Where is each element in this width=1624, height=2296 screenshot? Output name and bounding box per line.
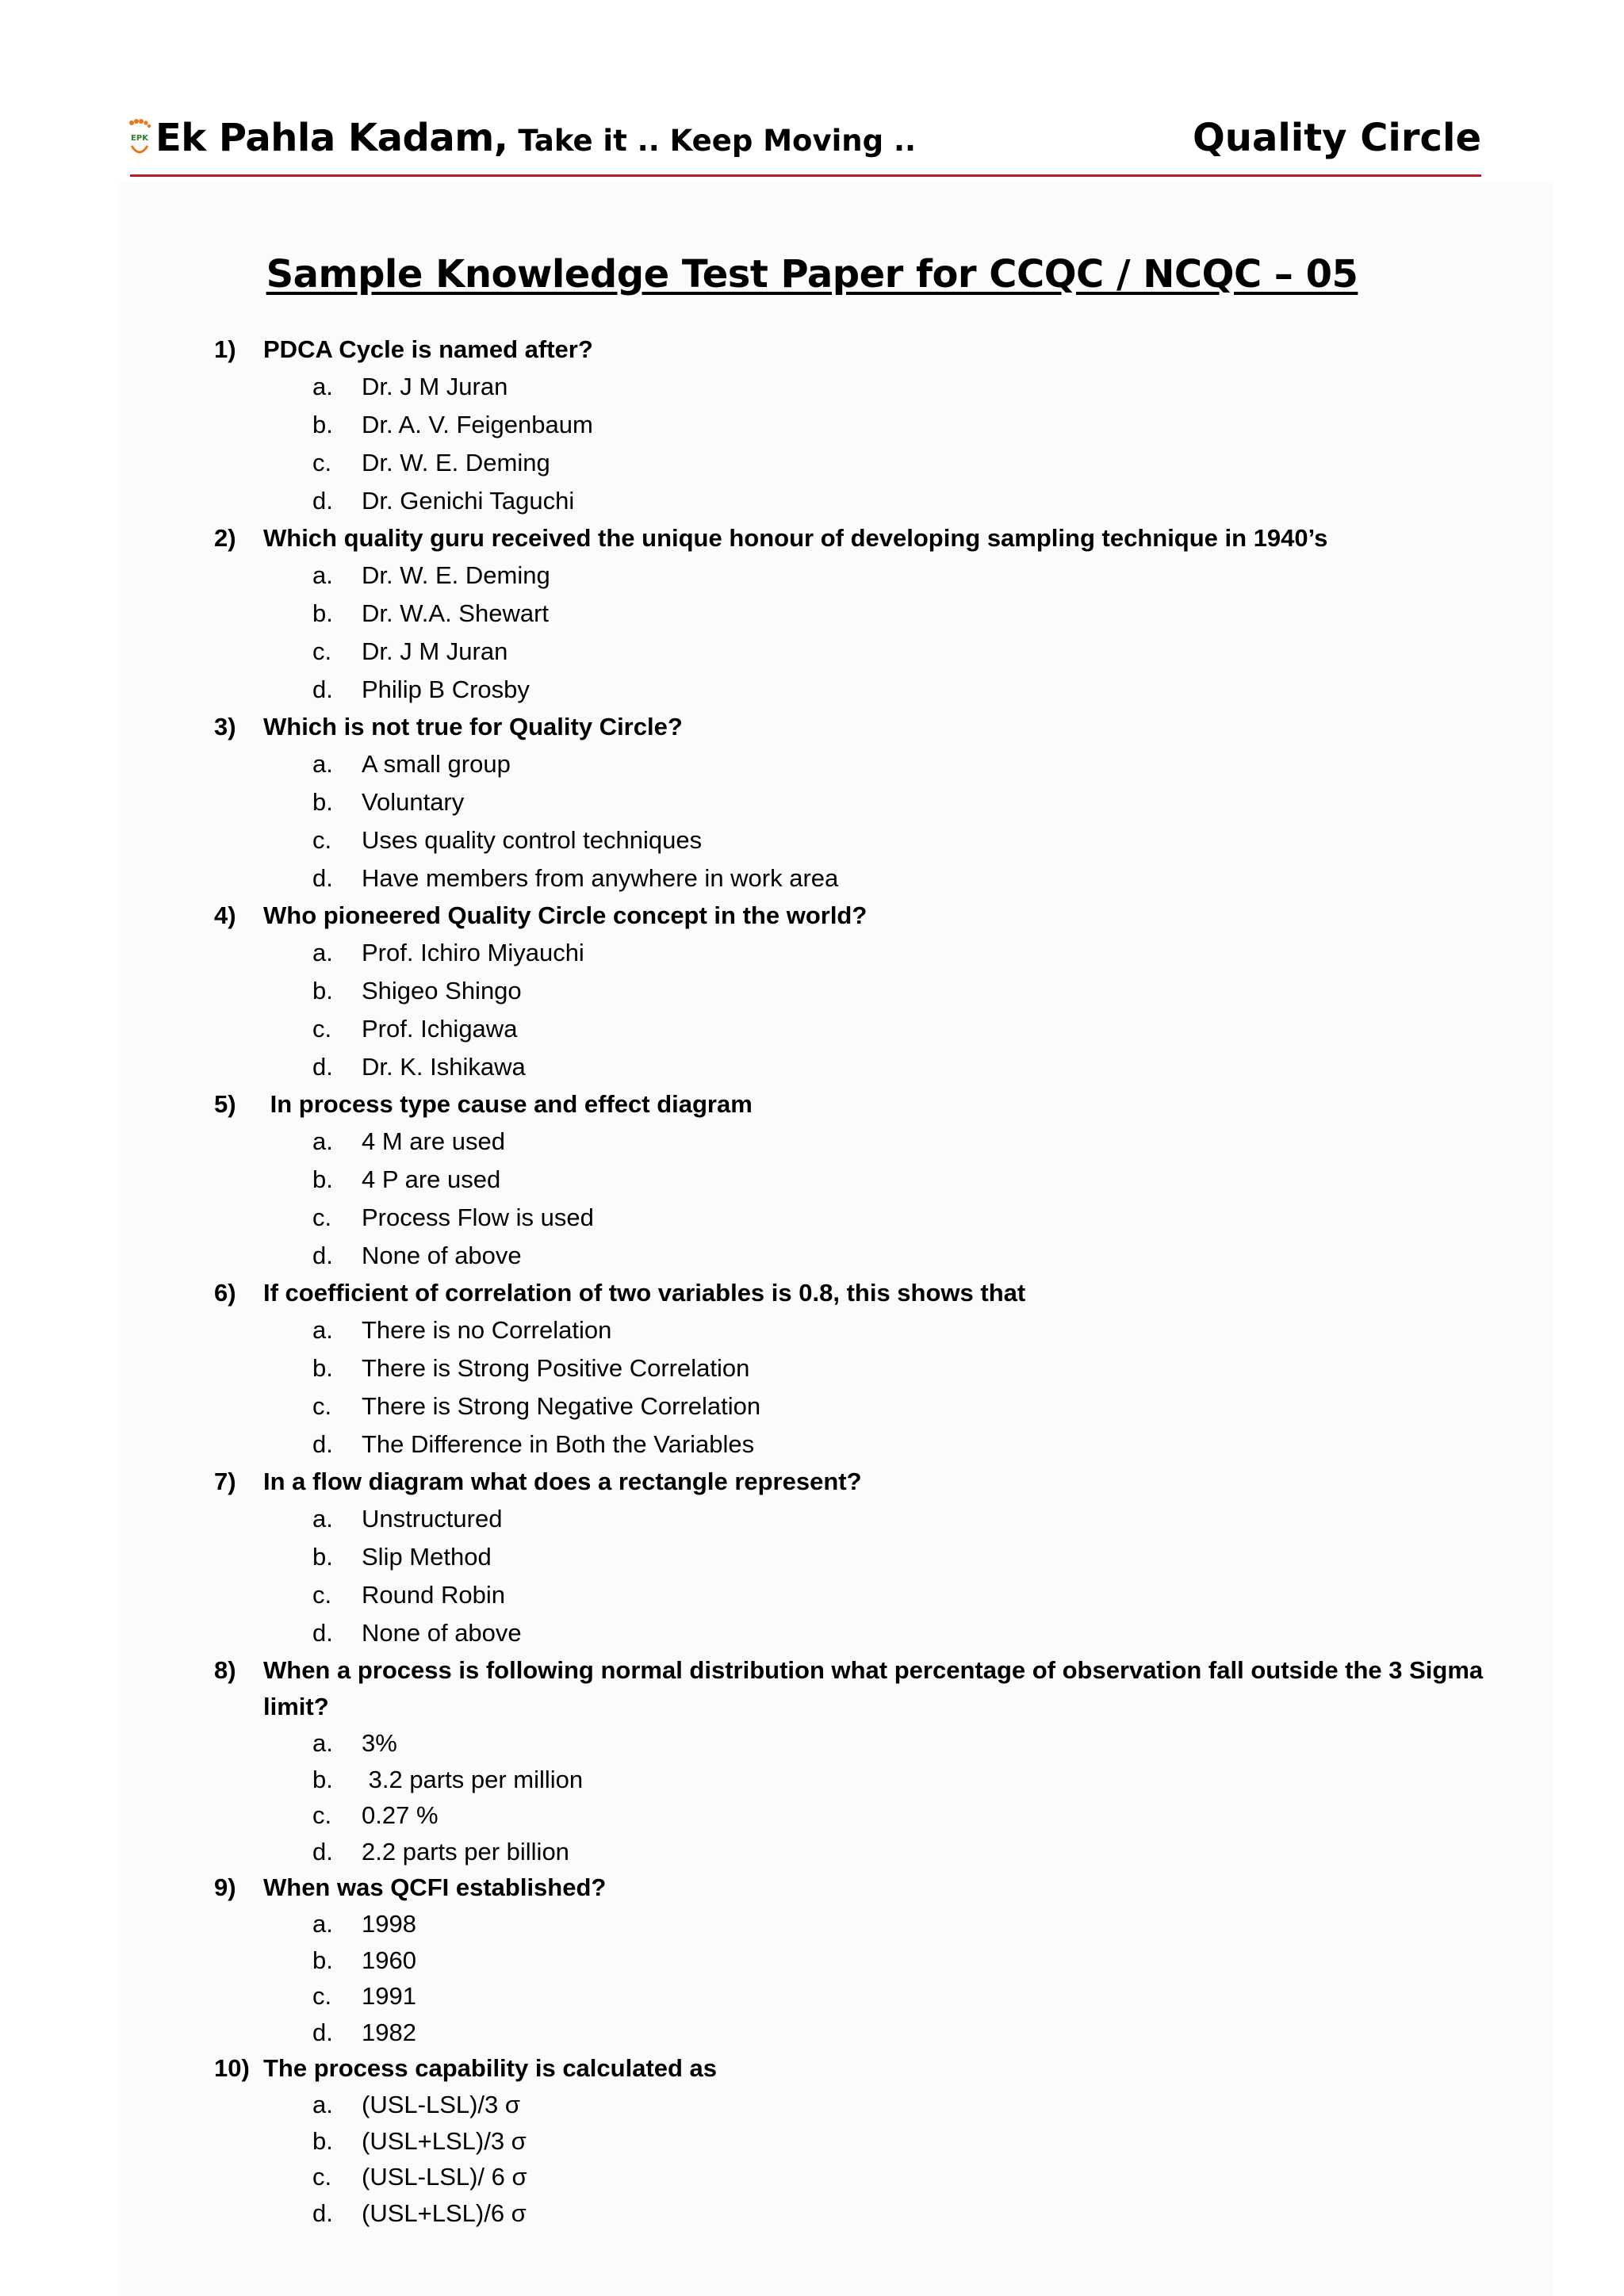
question-heading xyxy=(214,1464,1530,1500)
option-text: 1998 xyxy=(362,1910,416,1938)
option-letter: d. xyxy=(312,1837,333,1866)
question-block xyxy=(214,2050,1530,2231)
answer-option xyxy=(214,633,1530,671)
option-text: 3.2 parts per million xyxy=(362,1765,584,1793)
question-number: 10) xyxy=(214,2054,250,2082)
option-list xyxy=(214,745,1530,897)
option-text: Voluntary xyxy=(362,788,465,816)
answer-option xyxy=(214,1614,1530,1652)
option-list xyxy=(214,1725,1530,1869)
option-text: Shigeo Shingo xyxy=(362,977,522,1004)
option-letter: d. xyxy=(312,675,333,703)
question-heading xyxy=(214,520,1530,557)
answer-option xyxy=(214,1538,1530,1576)
option-letter: d. xyxy=(312,487,333,515)
answer-option xyxy=(214,1725,1530,1762)
option-letter: c. xyxy=(312,449,332,476)
option-text: A small group xyxy=(362,750,511,778)
option-letter: c. xyxy=(312,637,332,665)
option-text: (USL-LSL)/ 6 σ xyxy=(362,2163,527,2191)
question-number: 3) xyxy=(214,713,236,740)
answer-option xyxy=(214,671,1530,709)
question-block xyxy=(214,1275,1530,1464)
option-text: There is Strong Negative Correlation xyxy=(362,1392,761,1420)
option-text: Dr. K. Ishikawa xyxy=(362,1053,526,1081)
brand-tagline: Take it .. Keep Moving .. xyxy=(508,124,917,158)
option-text: (USL+LSL)/6 σ xyxy=(362,2198,527,2227)
question-text: When was QCFI established? xyxy=(263,1873,607,1901)
option-text: 4 M are used xyxy=(362,1127,505,1155)
option-letter: b. xyxy=(312,2126,333,2155)
header-right-title: Quality Circle xyxy=(1192,116,1481,160)
option-letter: b. xyxy=(312,411,333,438)
option-text: Unstructured xyxy=(362,1505,503,1533)
option-text: Philip B Crosby xyxy=(362,675,530,703)
question-text: Which quality guru received the unique honour of developing sampling technique in 1940’s xyxy=(263,524,1328,552)
answer-option xyxy=(214,859,1530,897)
svg-text:EPK: EPK xyxy=(131,134,148,143)
option-text: (USL-LSL)/3 σ xyxy=(362,2091,521,2118)
option-letter: d. xyxy=(312,1242,333,1269)
option-text: Have members from anywhere in work area xyxy=(362,864,839,892)
question-block xyxy=(214,1869,1530,2050)
option-letter: d. xyxy=(312,1053,333,1081)
answer-option xyxy=(214,1349,1530,1387)
option-letter: c. xyxy=(312,826,332,854)
option-letter: c. xyxy=(312,2163,332,2191)
option-text: 3% xyxy=(362,1729,397,1757)
option-text: 0.27 % xyxy=(362,1801,439,1829)
option-text: 1982 xyxy=(362,2018,416,2046)
question-text: Which is not true for Quality Circle? xyxy=(263,713,683,740)
option-list xyxy=(214,1311,1530,1464)
option-text: Dr. J M Juran xyxy=(362,637,508,665)
option-letter: d. xyxy=(312,2018,333,2046)
question-heading xyxy=(214,1652,1530,1725)
question-text: In process type cause and effect diagram xyxy=(263,1090,753,1118)
option-letter: d. xyxy=(312,2198,333,2227)
option-letter: a. xyxy=(312,1729,333,1757)
option-text: 4 P are used xyxy=(362,1165,501,1193)
option-letter: b. xyxy=(312,1946,333,1974)
question-text: If coefficient of correlation of two variables is 0.8, this shows that xyxy=(263,1279,1026,1307)
answer-option xyxy=(214,1500,1530,1538)
option-letter: c. xyxy=(312,1982,332,2010)
option-letter: a. xyxy=(312,939,333,966)
option-letter: a. xyxy=(312,750,333,778)
answer-option xyxy=(214,783,1530,821)
brand-heading xyxy=(155,116,916,160)
brand-name: Ek Pahla Kadam, xyxy=(155,116,508,160)
option-list xyxy=(214,557,1530,709)
question-heading xyxy=(214,709,1530,745)
option-text: Dr. Genichi Taguchi xyxy=(362,487,575,515)
question-heading xyxy=(214,897,1530,934)
option-letter: b. xyxy=(312,1165,333,1193)
option-text: The Difference in Both the Variables xyxy=(362,1430,755,1458)
question-number: 5) xyxy=(214,1090,236,1118)
question-block xyxy=(214,331,1530,520)
question-heading xyxy=(214,1086,1530,1123)
answer-option xyxy=(214,1237,1530,1275)
answer-option xyxy=(214,2195,1530,2232)
answer-option xyxy=(214,1906,1530,1942)
option-letter: a. xyxy=(312,1127,333,1155)
question-heading xyxy=(214,1275,1530,1311)
page-header xyxy=(127,116,1481,176)
option-letter: b. xyxy=(312,1354,333,1382)
answer-option xyxy=(214,1199,1530,1237)
answer-option xyxy=(214,482,1530,520)
answer-option xyxy=(214,972,1530,1010)
option-letter: a. xyxy=(312,2091,333,2118)
answer-option xyxy=(214,1123,1530,1161)
option-text: 1960 xyxy=(362,1946,416,1974)
option-letter: c. xyxy=(312,1203,332,1231)
option-letter: a. xyxy=(312,561,333,589)
question-number: 9) xyxy=(214,1873,236,1901)
option-text: There is Strong Positive Correlation xyxy=(362,1354,750,1382)
option-letter: b. xyxy=(312,1765,333,1793)
answer-option xyxy=(214,1762,1530,1798)
question-block xyxy=(214,1464,1530,1652)
option-text: (USL+LSL)/3 σ xyxy=(362,2126,527,2155)
option-text: Dr. W. E. Deming xyxy=(362,449,550,476)
question-block xyxy=(214,709,1530,897)
page-title: Sample Knowledge Test Paper for CCQC / NCQC – 05 xyxy=(266,252,1358,297)
answer-option xyxy=(214,934,1530,972)
option-list xyxy=(214,1500,1530,1652)
option-text: None of above xyxy=(362,1619,522,1647)
answer-option xyxy=(214,2087,1530,2123)
option-letter: c. xyxy=(312,1015,332,1043)
answer-option xyxy=(214,1834,1530,1870)
option-text: There is no Correlation xyxy=(362,1316,612,1344)
option-text: Dr. W. E. Deming xyxy=(362,561,550,589)
option-letter: d. xyxy=(312,1430,333,1458)
option-list xyxy=(214,368,1530,520)
question-block xyxy=(214,897,1530,1086)
option-text: Dr. A. V. Feigenbaum xyxy=(362,411,593,438)
option-letter: b. xyxy=(312,977,333,1004)
option-list xyxy=(214,1123,1530,1275)
option-letter: c. xyxy=(312,1392,332,1420)
option-letter: b. xyxy=(312,1543,333,1571)
answer-option xyxy=(214,595,1530,633)
option-list xyxy=(214,1906,1530,2050)
question-block xyxy=(214,520,1530,709)
option-text: None of above xyxy=(362,1242,522,1269)
question-number: 8) xyxy=(214,1656,236,1684)
question-list xyxy=(214,331,1530,2231)
question-heading xyxy=(214,2050,1530,2087)
answer-option xyxy=(214,745,1530,783)
answer-option xyxy=(214,1161,1530,1199)
option-letter: a. xyxy=(312,1316,333,1344)
question-number: 1) xyxy=(214,335,236,363)
option-letter: c. xyxy=(312,1801,332,1829)
answer-option xyxy=(214,2159,1530,2195)
option-letter: d. xyxy=(312,864,333,892)
answer-option xyxy=(214,1387,1530,1425)
question-text: The process capability is calculated as xyxy=(263,2054,718,2082)
option-text: Dr. J M Juran xyxy=(362,373,508,400)
option-letter: c. xyxy=(312,1581,332,1609)
question-block xyxy=(214,1086,1530,1275)
question-text: Who pioneered Quality Circle concept in the world? xyxy=(263,901,868,929)
question-number: 4) xyxy=(214,901,236,929)
answer-option xyxy=(214,557,1530,595)
answer-option xyxy=(214,1576,1530,1614)
answer-option xyxy=(214,1010,1530,1048)
option-letter: a. xyxy=(312,1910,333,1938)
question-text: When a process is following normal distribution what percentage of observation fall outside the 3 Sigma limit? xyxy=(263,1656,1490,1720)
answer-option xyxy=(214,2015,1530,2051)
answer-option xyxy=(214,821,1530,859)
question-block xyxy=(214,1652,1530,1869)
option-list xyxy=(214,934,1530,1086)
answer-option xyxy=(214,1942,1530,1979)
option-text: Round Robin xyxy=(362,1581,505,1609)
answer-option xyxy=(214,1797,1530,1834)
answer-option xyxy=(214,1311,1530,1349)
option-letter: a. xyxy=(312,1505,333,1533)
question-number: 7) xyxy=(214,1468,236,1495)
answer-option xyxy=(214,1048,1530,1086)
answer-option xyxy=(214,1425,1530,1464)
option-text: Slip Method xyxy=(362,1543,492,1571)
option-letter: d. xyxy=(312,1619,333,1647)
footprint-logo-icon xyxy=(127,119,152,160)
option-list xyxy=(214,2087,1530,2231)
option-letter: a. xyxy=(312,373,333,400)
answer-option xyxy=(214,2123,1530,2160)
option-letter: b. xyxy=(312,788,333,816)
question-heading xyxy=(214,331,1530,368)
option-text: Prof. Ichiro Miyauchi xyxy=(362,939,584,966)
answer-option xyxy=(214,1978,1530,2015)
option-text: Dr. W.A. Shewart xyxy=(362,599,550,627)
answer-option xyxy=(214,444,1530,482)
option-letter: b. xyxy=(312,599,333,627)
answer-option xyxy=(214,368,1530,406)
question-text: In a flow diagram what does a rectangle represent? xyxy=(263,1468,862,1495)
question-number: 6) xyxy=(214,1279,236,1307)
header-divider xyxy=(130,174,1481,177)
option-text: 1991 xyxy=(362,1982,416,2010)
option-text: Process Flow is used xyxy=(362,1203,594,1231)
option-text: 2.2 parts per billion xyxy=(362,1837,569,1866)
option-text: Prof. Ichigawa xyxy=(362,1015,518,1043)
answer-option xyxy=(214,406,1530,444)
option-text: Uses quality control techniques xyxy=(362,826,703,854)
question-text: PDCA Cycle is named after? xyxy=(263,335,593,363)
question-heading xyxy=(214,1869,1530,1906)
question-number: 2) xyxy=(214,524,236,552)
